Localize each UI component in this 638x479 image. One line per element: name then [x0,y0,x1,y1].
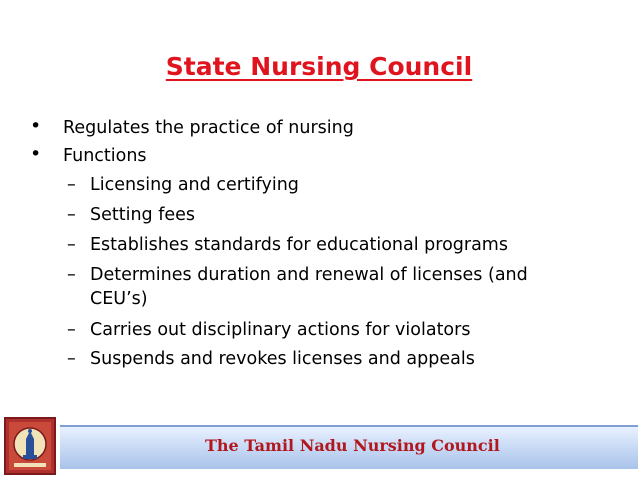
emblem-graphic [6,419,54,473]
council-emblem-icon [4,417,56,475]
footer-council-name: The Tamil Nadu Nursing Council [205,436,500,455]
sub-bullet-text: Suspends and revokes licenses and appeals [90,349,475,369]
sub-bullet-text: CEU’s) [90,289,148,309]
dash-icon: – [67,320,76,340]
dash-icon: – [67,205,76,225]
dash-icon: – [67,235,76,255]
dash-icon: – [67,349,76,369]
dash-icon: – [67,265,76,285]
sub-bullet-text: Licensing and certifying [90,175,299,195]
bullet-text: Regulates the practice of nursing [63,118,354,138]
bullet-dot-icon: • [30,143,42,165]
sub-bullet-text: Determines duration and renewal of licenses (and [90,265,528,285]
slide-title-text: State Nursing Council [165,52,473,81]
sub-bullet-text: Setting fees [90,205,196,225]
bullet-text: Functions [63,146,147,166]
sub-bullet-text: Establishes standards for educational programs [90,235,508,255]
sub-bullet-text: Carries out disciplinary actions for violators [90,320,471,340]
bullet-dot-icon: • [30,115,42,137]
footer [0,414,638,479]
footer-banner [60,425,638,469]
dash-icon: – [67,175,76,195]
